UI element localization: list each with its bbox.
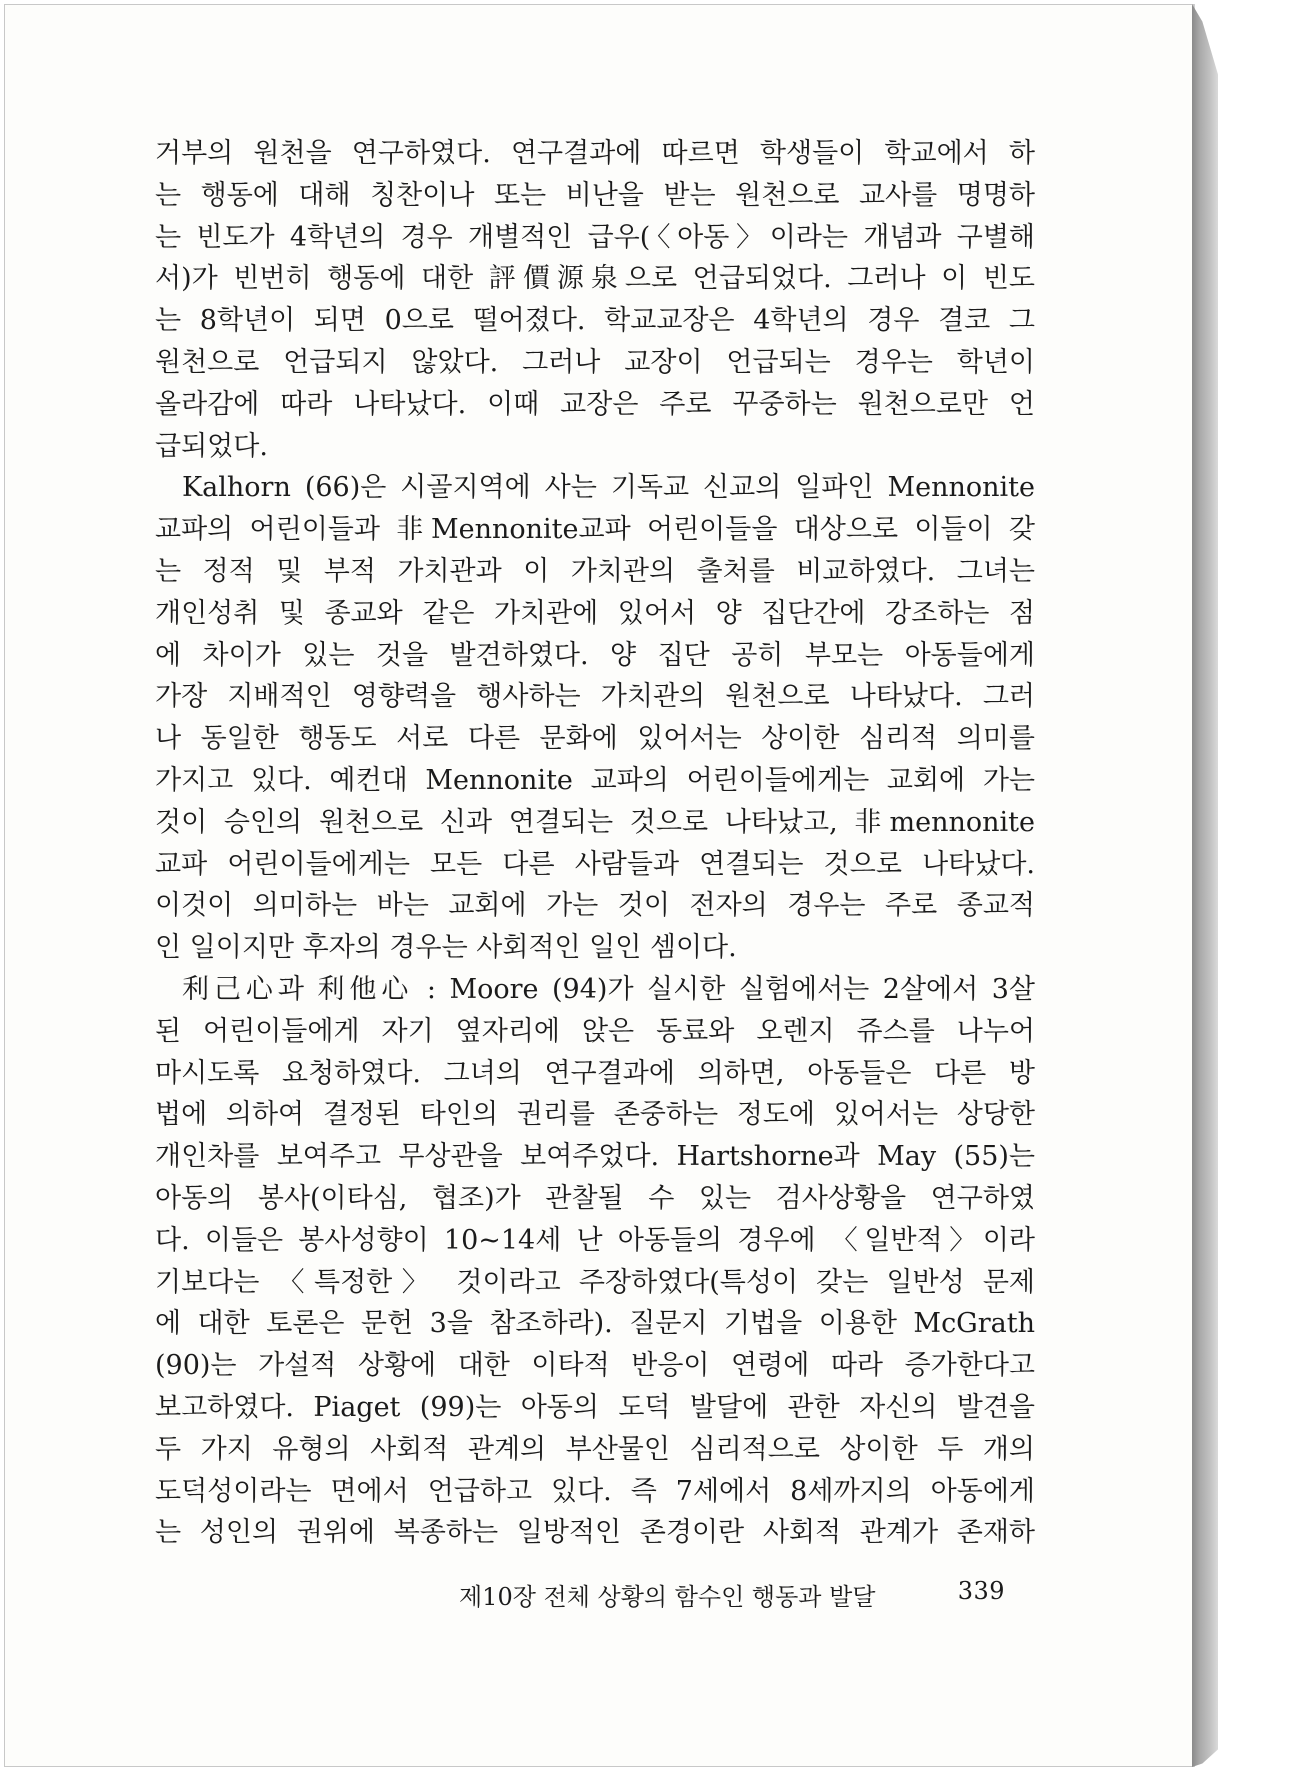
body-text	[155, 133, 1035, 1554]
text-line: 개인차를 보여주고 무상관을 보여주었다. Hartshorne과 May (55)는	[155, 1141, 1035, 1173]
text-line: 보고하였다. Piaget (99)는 아동의 도덕 발달에 관한 자신의 발견을	[155, 1391, 1035, 1423]
text-line: 는 정적 및 부적 가치관과 이 가치관의 출처를 비교하였다. 그녀는	[155, 555, 1035, 587]
text-line: 가장 지배적인 영향력을 행사하는 가치관의 원천으로 나타났다. 그러	[155, 681, 1035, 713]
page-stack-edge	[1192, 4, 1218, 1767]
page-footer	[459, 1577, 1005, 1612]
text-line: 거부의 원천을 연구하였다. 연구결과에 따르면 학생들이 학교에서 하	[155, 138, 1035, 169]
running-head: 제10장 전체 상황의 함수인 행동과 발달	[459, 1583, 876, 1611]
page-number: 339	[957, 1577, 1005, 1605]
text-line: 법에 의하여 결정된 타인의 권리를 존중하는 정도에 있어서는 상당한	[155, 1099, 1035, 1131]
text-line: 는 성인의 권위에 복종하는 일방적인 존경이란 사회적 관계가 존재하	[155, 1517, 1035, 1549]
text-line: 된 어린이들에게 자기 옆자리에 앉은 동료와 오렌지 쥬스를 나누어	[155, 1015, 1035, 1047]
text-line: 마시도록 요청하였다. 그녀의 연구결과에 의하면, 아동들은 다른 방	[155, 1057, 1035, 1089]
text-line: 교파의 어린이들과 非Mennonite교파 어린이들을 대상으로 이들이 갖	[155, 514, 1035, 546]
text-line: 에 차이가 있는 것을 발견하였다. 양 집단 공히 부모는 아동들에게	[155, 639, 1035, 671]
text-line: 것이 승인의 원천으로 신과 연결되는 것으로 나타났고, 非mennonite	[155, 806, 1035, 838]
text-line: 는 8학년이 되면 0으로 떨어졌다. 학교교장은 4학년의 경우 결코 그	[155, 305, 1035, 337]
text-line: 급되었다.	[155, 430, 268, 462]
text-line: 에 대한 토론은 문헌 3을 참조하라). 질문지 기법을 이용한 McGrath	[155, 1308, 1035, 1340]
paragraph-start-line: Kalhorn (66)은 시골지역에 사는 기독교 신교의 일파인 Mennonite	[182, 472, 1035, 504]
text-line: 원천으로 언급되지 않았다. 그러나 교장이 언급되는 경우는 학년이	[155, 346, 1035, 378]
text-line: 는 행동에 대해 칭찬이나 또는 비난을 받는 원천으로 교사를 명명하	[155, 179, 1035, 211]
text-line: 기보다는 〈특정한〉 것이라고 주장하였다(특성이 갖는 일반성 문제	[155, 1266, 1035, 1298]
text-line: 인 일이지만 후자의 경우는 사회적인 일인 셈이다.	[155, 932, 737, 964]
text-line: 가지고 있다. 예컨대 Mennonite 교파의 어린이들에게는 교회에 가는	[155, 764, 1035, 796]
text-line: 서)가 빈번히 행동에 대한 評價源泉으로 언급되었다. 그러나 이 빈도	[155, 263, 1035, 295]
text-line: 두 가지 유형의 사회적 관계의 부산물인 심리적으로 상이한 두 개의	[155, 1433, 1035, 1465]
book-page	[4, 4, 1194, 1767]
text-line: 나 동일한 행동도 서로 다른 문화에 있어서는 상이한 심리적 의미를	[155, 723, 1035, 755]
text-line: 는 빈도가 4학년의 경우 개별적인 급우(〈아동〉이라는 개념과 구별해	[155, 221, 1035, 253]
text-line: 아동의 봉사(이타심, 협조)가 관찰될 수 있는 검사상황을 연구하였	[155, 1182, 1035, 1214]
text-line: 다. 이들은 봉사성향이 10~14세 난 아동들의 경우에 〈일반적〉이라	[155, 1224, 1035, 1256]
paragraph-start-line: 利己心과 利他心 : Moore (94)가 실시한 실험에서는 2살에서 3살	[182, 973, 1035, 1005]
text-line: 도덕성이라는 면에서 언급하고 있다. 즉 7세에서 8세까지의 아동에게	[155, 1475, 1035, 1507]
text-line: (90)는 가설적 상황에 대한 이타적 반응이 연령에 따라 증가한다고	[155, 1350, 1035, 1382]
text-line: 올라감에 따라 나타났다. 이때 교장은 주로 꾸중하는 원천으로만 언	[155, 388, 1035, 420]
text-line: 개인성취 및 종교와 같은 가치관에 있어서 양 집단간에 강조하는 점	[155, 597, 1035, 629]
text-line: 교파 어린이들에게는 모든 다른 사람들과 연결되는 것으로 나타났다.	[155, 848, 1035, 880]
text-line: 이것이 의미하는 바는 교회에 가는 것이 전자의 경우는 주로 종교적	[155, 890, 1035, 922]
